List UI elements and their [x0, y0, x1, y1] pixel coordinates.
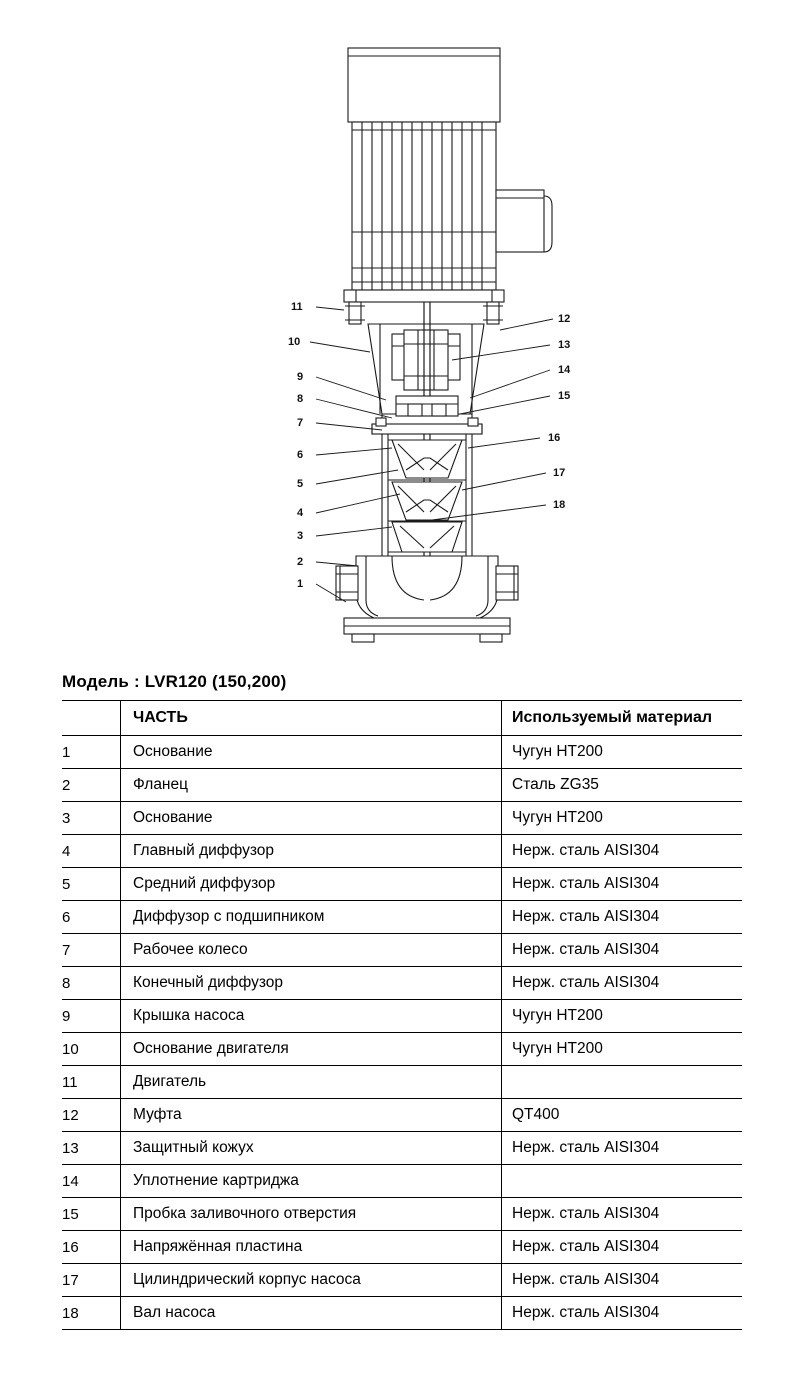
svg-text:13: 13 [558, 339, 571, 351]
cell-part: Конечный диффузор [121, 967, 502, 1000]
header-material: Используемый материал [502, 701, 743, 736]
svg-text:3: 3 [297, 530, 304, 542]
svg-text:18: 18 [553, 499, 566, 511]
cell-number: 6 [62, 901, 121, 934]
table-row [62, 1033, 742, 1066]
cell-material: Нерж. сталь AISI304 [502, 868, 743, 901]
cell-material: Чугун HT200 [502, 1000, 743, 1033]
cell-material: Нерж. сталь AISI304 [502, 1297, 743, 1330]
svg-text:2: 2 [297, 556, 304, 568]
table-row [62, 1264, 742, 1297]
cell-material [502, 1165, 743, 1198]
svg-text:17: 17 [553, 467, 566, 479]
svg-text:4: 4 [297, 507, 304, 519]
parts-table [62, 700, 742, 1330]
cell-number: 17 [62, 1264, 121, 1297]
cell-number: 5 [62, 868, 121, 901]
table-row [62, 1297, 742, 1330]
cell-part: Основание двигателя [121, 1033, 502, 1066]
table-row [62, 769, 742, 802]
model-title [62, 672, 287, 692]
table-row [62, 868, 742, 901]
cell-number: 1 [62, 736, 121, 769]
cell-number: 3 [62, 802, 121, 835]
pump-drawing [0, 0, 798, 660]
svg-text:15: 15 [558, 390, 571, 402]
svg-text:5: 5 [297, 478, 304, 490]
cell-number: 4 [62, 835, 121, 868]
svg-text:12: 12 [558, 313, 571, 325]
svg-text:10: 10 [288, 336, 301, 348]
pump-cutaway-diagram [0, 0, 798, 660]
cell-part: Муфта [121, 1099, 502, 1132]
cell-part: Двигатель [121, 1066, 502, 1099]
cell-number: 9 [62, 1000, 121, 1033]
header-number [62, 701, 121, 736]
cell-part: Главный диффузор [121, 835, 502, 868]
cell-number: 8 [62, 967, 121, 1000]
svg-text:8: 8 [297, 393, 304, 405]
table-row [62, 1132, 742, 1165]
table-row [62, 901, 742, 934]
svg-text:6: 6 [297, 449, 304, 461]
cell-material: Нерж. сталь AISI304 [502, 1198, 743, 1231]
table-row [62, 1099, 742, 1132]
table-row [62, 835, 742, 868]
table-row [62, 736, 742, 769]
svg-text:11: 11 [291, 301, 303, 313]
cell-part: Фланец [121, 769, 502, 802]
table-row [62, 802, 742, 835]
cell-material [502, 1066, 743, 1099]
cell-number: 2 [62, 769, 121, 802]
table-row [62, 1231, 742, 1264]
cell-part: Защитный кожух [121, 1132, 502, 1165]
cell-number: 11 [62, 1066, 121, 1099]
cell-number: 12 [62, 1099, 121, 1132]
cell-part: Уплотнение картриджа [121, 1165, 502, 1198]
cell-part: Крышка насоса [121, 1000, 502, 1033]
svg-text:1: 1 [297, 578, 304, 590]
cell-material: Нерж. сталь AISI304 [502, 1264, 743, 1297]
cell-part: Диффузор с подшипником [121, 901, 502, 934]
cell-material: QT400 [502, 1099, 743, 1132]
cell-material: Нерж. сталь AISI304 [502, 901, 743, 934]
cell-material: Нерж. сталь AISI304 [502, 967, 743, 1000]
cell-material: Чугун HT200 [502, 736, 743, 769]
table-row [62, 1066, 742, 1099]
cell-material: Нерж. сталь AISI304 [502, 1132, 743, 1165]
table-row [62, 934, 742, 967]
cell-part: Средний диффузор [121, 868, 502, 901]
cell-material: Нерж. сталь AISI304 [502, 1231, 743, 1264]
cell-part: Вал насоса [121, 1297, 502, 1330]
cell-material: Чугун HT200 [502, 802, 743, 835]
table-header-row [62, 701, 742, 736]
cell-number: 15 [62, 1198, 121, 1231]
svg-text:14: 14 [558, 364, 571, 376]
cell-material: Чугун HT200 [502, 1033, 743, 1066]
table-row [62, 1000, 742, 1033]
cell-material: Нерж. сталь AISI304 [502, 835, 743, 868]
cell-number: 10 [62, 1033, 121, 1066]
table-row [62, 1165, 742, 1198]
cell-part: Пробка заливочного отверстия [121, 1198, 502, 1231]
cell-material: Нерж. сталь AISI304 [502, 934, 743, 967]
cell-material: Сталь ZG35 [502, 769, 743, 802]
cell-part: Основание [121, 736, 502, 769]
svg-text:7: 7 [297, 417, 304, 429]
table-body [62, 736, 742, 1330]
table-row [62, 967, 742, 1000]
table-row [62, 1198, 742, 1231]
svg-text:16: 16 [548, 432, 561, 444]
cell-number: 13 [62, 1132, 121, 1165]
model-value: LVR120 (150,200) [144, 672, 287, 691]
cell-number: 16 [62, 1231, 121, 1264]
cell-part: Напряжённая пластина [121, 1231, 502, 1264]
cell-number: 18 [62, 1297, 121, 1330]
model-label: Модель : [62, 672, 140, 691]
cell-part: Основание [121, 802, 502, 835]
cell-part: Цилиндрический корпус насоса [121, 1264, 502, 1297]
cell-number: 14 [62, 1165, 121, 1198]
header-part: ЧАСТЬ [121, 701, 502, 736]
cell-part: Рабочее колесо [121, 934, 502, 967]
svg-text:9: 9 [297, 371, 304, 383]
cell-number: 7 [62, 934, 121, 967]
